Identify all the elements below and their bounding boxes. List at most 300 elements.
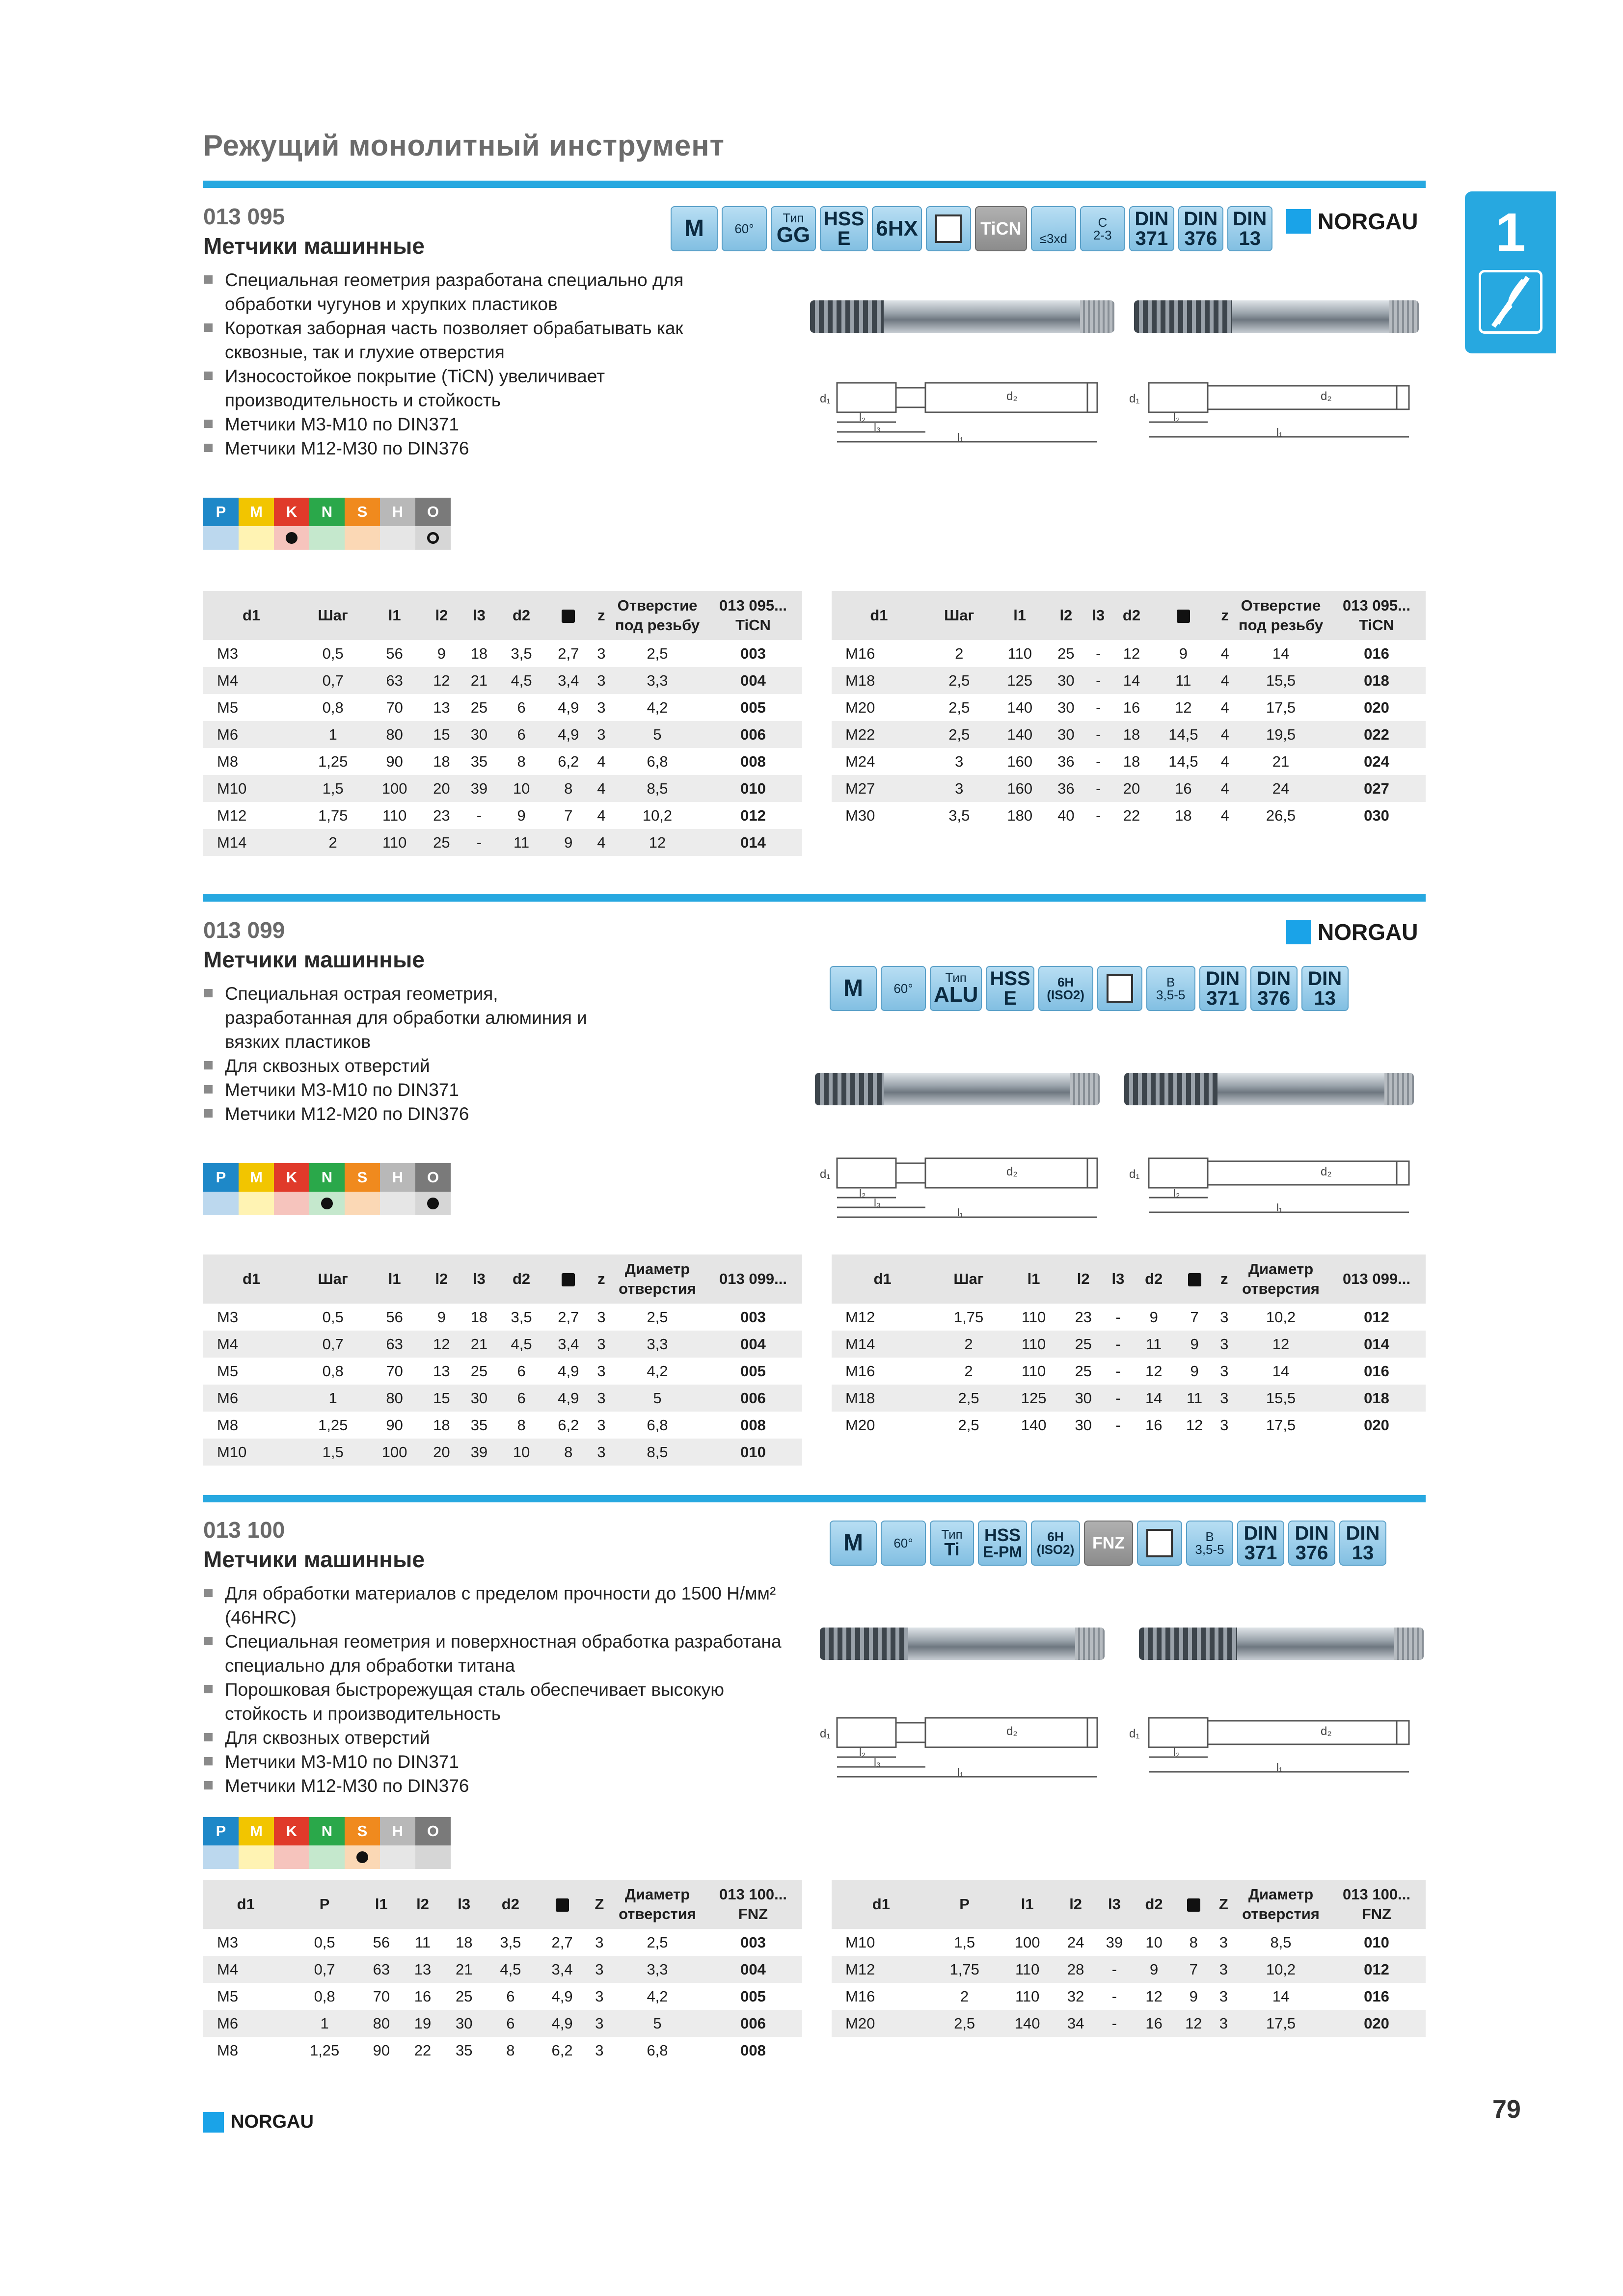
table-cell: 160 <box>992 775 1048 802</box>
table-cell: 140 <box>1021 1416 1047 1434</box>
table-cell: 6 <box>506 1987 515 2005</box>
table-cell: 180 <box>1007 806 1033 824</box>
table-cell: 3,5 <box>511 644 532 662</box>
d2-label: d₂ <box>1321 390 1332 403</box>
table-cell: 39 <box>460 775 498 802</box>
table-cell: 23 <box>1075 1308 1092 1326</box>
material-group-header: M <box>239 1817 274 1845</box>
table-cell: 2 <box>955 644 964 662</box>
table-cell: 8,5 <box>1270 1933 1292 1951</box>
table-cell: 4 <box>1220 752 1229 770</box>
table-cell: 100 <box>366 1439 423 1466</box>
material-hss-icon: HSS E-PM <box>978 1521 1027 1566</box>
table-cell: 3,3 <box>611 1956 704 1983</box>
table-cell: 8 <box>517 752 526 770</box>
table-cell: 12 <box>423 667 460 694</box>
tap-photo <box>1139 1628 1424 1660</box>
table-cell: 2 <box>299 829 366 856</box>
table-cell: M22 <box>832 721 926 748</box>
table-cell: 0,8 <box>322 698 344 716</box>
d2-label: d₂ <box>1006 1725 1018 1738</box>
material-suitability-cell <box>415 1845 451 1869</box>
table-cell: 125 <box>1004 1385 1063 1412</box>
tap-photo <box>1134 300 1419 333</box>
table-cell: 12 <box>1145 1987 1163 2005</box>
spec-icon-row <box>671 206 1276 251</box>
table-cell: 30 <box>1075 1416 1092 1434</box>
table-cell: 110 <box>999 1956 1056 1983</box>
thread-angle-icon: 60° <box>722 206 767 251</box>
table-cell: 22 <box>414 2041 432 2059</box>
table-cell: 9 <box>437 644 446 662</box>
table-cell: 35 <box>470 752 488 770</box>
table-cell: 3 <box>592 1439 611 1466</box>
d1-label: d₁ <box>1129 392 1140 405</box>
table-cell: 1 <box>299 1385 366 1412</box>
table-cell: 0,7 <box>299 667 366 694</box>
col-header: l2 <box>1048 591 1084 640</box>
table-row <box>203 1304 802 1331</box>
table-cell: 8 <box>517 1416 526 1434</box>
table-cell: 14 <box>1272 1362 1290 1380</box>
table-cell: 7 <box>1174 1956 1213 1983</box>
table-cell: 1 <box>288 2010 360 2037</box>
table-cell: 10,2 <box>642 806 673 824</box>
table-cell: - <box>1096 644 1101 662</box>
tap-photo <box>1124 1073 1414 1105</box>
recommended-dot-icon <box>286 532 298 544</box>
col-header: Диаметр отверстия <box>611 1880 704 1929</box>
table-cell: M27 <box>832 775 926 802</box>
table-cell: M5 <box>217 1362 239 1380</box>
col-header: Z <box>1213 1880 1234 1929</box>
col-header: l2 <box>402 1880 443 1929</box>
table-cell: 4 <box>1216 775 1234 802</box>
table-cell: 9 <box>1190 1362 1199 1380</box>
table-cell: M4 <box>203 1956 288 1983</box>
table-cell: 4 <box>592 775 611 802</box>
table-cell: 3,3 <box>611 667 704 694</box>
material-group-header: P <box>203 1163 239 1192</box>
table-cell: 0,8 <box>314 1987 335 2005</box>
tap-drawing <box>810 353 1424 447</box>
d1-label: d₁ <box>820 392 831 405</box>
material-suitability-cell <box>239 1192 274 1215</box>
table-cell: - <box>476 806 482 824</box>
table-cell: 2,7 <box>558 644 579 662</box>
article-number-cell: 024 <box>1364 752 1389 770</box>
din-13-icon: DIN 13 <box>1227 206 1272 251</box>
table-cell: 13 <box>433 1362 450 1380</box>
table-cell: 7 <box>1190 1308 1199 1326</box>
col-header: Шаг <box>933 1255 1004 1304</box>
table-cell: 30 <box>1057 698 1075 716</box>
table-cell: 2,5 <box>926 721 992 748</box>
table-cell: 20 <box>1112 775 1151 802</box>
table-cell: 1,5 <box>299 775 366 802</box>
table-row <box>832 748 1426 775</box>
table-cell: 9 <box>1149 1308 1158 1326</box>
material-matrix <box>203 1163 451 1215</box>
table-cell: 17,5 <box>1266 698 1296 716</box>
col-header: l3 <box>1103 1255 1133 1304</box>
feature-item: Для сквозных отверстий <box>203 1054 625 1078</box>
table-cell: 4 <box>1220 806 1229 824</box>
table-cell: M18 <box>832 667 926 694</box>
table-cell: - <box>1084 721 1112 748</box>
table-cell: 3 <box>595 1987 604 2005</box>
feature-item: Короткая заборная часть позволяет обрабатывать как сквозные, так и глухие отверстия <box>203 316 684 364</box>
table-cell: 1,5 <box>299 1439 366 1466</box>
table-cell: 4,9 <box>545 721 592 748</box>
table-cell: 9 <box>1134 1956 1174 1983</box>
table-cell: 6 <box>517 1362 526 1380</box>
table-cell: 11 <box>498 829 545 856</box>
table-cell: 25 <box>470 698 488 716</box>
table-cell: 15 <box>423 721 460 748</box>
table-row <box>832 1304 1426 1331</box>
table-cell: 8 <box>506 2041 515 2059</box>
spec-table <box>832 591 1426 829</box>
table-cell: 16 <box>1134 2010 1174 2037</box>
col-header: Шаг <box>926 591 992 640</box>
feature-item: Порошковая быстрорежущая сталь обеспечивает высокую стойкость и производительность <box>203 1678 802 1726</box>
section-rule <box>203 1495 1426 1502</box>
table-cell: 7 <box>564 806 573 824</box>
table-cell: 40 <box>1057 806 1075 824</box>
article-number-cell: 003 <box>740 1308 766 1326</box>
table-cell: M16 <box>845 1362 875 1380</box>
table-cell: 4,9 <box>551 1987 573 2005</box>
table-row <box>203 1929 802 1956</box>
coating-icon: FNZ <box>1084 1521 1133 1566</box>
table-cell: M18 <box>832 1385 933 1412</box>
article-number-cell: 004 <box>704 1331 802 1358</box>
table-cell: M5 <box>217 698 239 716</box>
table-row <box>203 721 802 748</box>
col-header: l2 <box>1063 1255 1103 1304</box>
col-header: Отверстие под резьбу <box>1234 591 1327 640</box>
chamfer-icon: C 2-3 <box>1080 206 1125 251</box>
material-hss-icon: HSS E <box>986 966 1034 1011</box>
table-cell: 14,5 <box>1151 721 1216 748</box>
article-number-cell: 012 <box>1327 1956 1426 1983</box>
table-cell: 15,5 <box>1234 667 1327 694</box>
table-row <box>832 1331 1426 1358</box>
article-number-cell: 003 <box>740 644 766 662</box>
table-cell: 6,2 <box>551 2041 573 2059</box>
table-cell: 3,4 <box>537 1956 588 1983</box>
material-group-header: O <box>415 498 451 526</box>
table-cell: 56 <box>386 644 403 662</box>
col-header: z <box>592 591 611 640</box>
table-cell: 21 <box>460 1331 498 1358</box>
material-group-header: P <box>203 498 239 526</box>
material-suitability-cell <box>239 1845 274 1869</box>
article-number-cell: 022 <box>1327 721 1426 748</box>
table-cell: 36 <box>1057 752 1075 770</box>
col-header: l1 <box>1004 1255 1063 1304</box>
table-cell: 0,8 <box>322 1362 344 1380</box>
table-cell: 39 <box>460 1439 498 1466</box>
brand-logo: NORGAU <box>1286 919 1418 945</box>
table-cell: 2,5 <box>647 644 668 662</box>
metric-thread-icon: M <box>671 206 718 251</box>
feature-list <box>203 1581 802 1798</box>
table-cell: M8 <box>217 1416 239 1434</box>
feature-item: Метчики M12-M30 по DIN376 <box>203 436 684 460</box>
material-suitability-cell <box>274 1192 309 1215</box>
l2-label: l₂ <box>859 411 866 424</box>
article-number-cell: 004 <box>704 1956 802 1983</box>
table-cell: 80 <box>366 1385 423 1412</box>
article-number-cell: 016 <box>1364 644 1389 662</box>
article-number-cell: 010 <box>1364 1933 1389 1951</box>
feature-item: Метчики M3-M10 по DIN371 <box>203 1750 802 1774</box>
material-suitability-cell <box>309 1192 345 1215</box>
l1-label: l₁ <box>1276 1761 1283 1773</box>
table-cell: M16 <box>845 1987 875 2005</box>
square-shank-icon <box>1151 591 1216 640</box>
table-cell: 3 <box>1213 1956 1234 1983</box>
chapter-tab <box>1465 191 1556 353</box>
table-row <box>832 1385 1426 1412</box>
table-cell: - <box>1111 1987 1117 2005</box>
table-cell: - <box>1115 1416 1121 1434</box>
table-cell: 0,7 <box>299 1331 366 1358</box>
table-row <box>203 1385 802 1412</box>
table-row <box>203 2037 802 2064</box>
table-cell: 56 <box>386 1308 403 1326</box>
article-number-cell: 020 <box>1364 1416 1389 1434</box>
table-cell: 4,2 <box>647 1987 668 2005</box>
table-cell: 4 <box>592 829 611 856</box>
article-number-cell: 010 <box>704 775 802 802</box>
material-group-header: M <box>239 1163 274 1192</box>
recommended-dot-icon <box>321 1198 333 1209</box>
l3-label: l₃ <box>874 421 881 433</box>
table-header-row <box>203 591 802 640</box>
din-376-icon: DIN 376 <box>1178 206 1223 251</box>
feature-item: Специальная геометрия и поверхностная обработка разработана специально для обработки титана <box>203 1629 802 1678</box>
article-number-cell: 014 <box>1327 1331 1426 1358</box>
article-number-cell: 012 <box>740 806 766 824</box>
col-header: 013 099... <box>1327 1255 1426 1304</box>
table-cell: 3 <box>597 1308 606 1326</box>
table-cell: 13 <box>402 1956 443 1983</box>
table-cell: M6 <box>203 2010 288 2037</box>
table-cell: 100 <box>366 775 423 802</box>
table-cell: 0,7 <box>288 1956 360 1983</box>
table-cell: 3 <box>595 1933 604 1951</box>
table-cell: M3 <box>217 1308 239 1326</box>
col-header: Шаг <box>299 1255 366 1304</box>
table-cell: 32 <box>1067 1987 1084 2005</box>
material-suitability-cell <box>203 1845 239 1869</box>
d2-label: d₂ <box>1321 1725 1332 1738</box>
table-cell: 36 <box>1048 775 1084 802</box>
col-header: 013 095... TiCN <box>704 591 802 640</box>
table-row <box>203 2010 802 2037</box>
table-cell: 2,7 <box>558 1308 579 1326</box>
article-number-cell: 027 <box>1327 775 1426 802</box>
table-cell: - <box>1096 698 1101 716</box>
col-header: d2 <box>1134 1880 1174 1929</box>
spec-table <box>203 591 802 856</box>
table-cell: 8 <box>545 1439 592 1466</box>
page-number: 79 <box>1492 2095 1521 2124</box>
table-cell: 30 <box>460 1385 498 1412</box>
table-cell: M20 <box>832 2010 931 2037</box>
table-cell: - <box>460 829 498 856</box>
table-cell: 3 <box>597 1416 606 1434</box>
col-header: d2 <box>1112 591 1151 640</box>
table-row <box>203 1358 802 1385</box>
article-number-cell: 030 <box>1364 806 1389 824</box>
tolerance-icon: 6HX <box>872 206 922 251</box>
table-cell: M10 <box>203 775 299 802</box>
table-cell: 3 <box>592 1331 611 1358</box>
feature-item: Для сквозных отверстий <box>203 1726 802 1750</box>
table-cell: 4,2 <box>647 1362 668 1380</box>
table-cell: 15,5 <box>1234 1385 1327 1412</box>
table-cell: 63 <box>366 667 423 694</box>
l1-label: l₁ <box>957 1206 964 1219</box>
table-header-row <box>203 1880 802 1929</box>
table-cell: 18 <box>470 644 488 662</box>
table-cell: 30 <box>1048 721 1084 748</box>
square-shank-icon <box>545 591 592 640</box>
table-cell: 3,3 <box>611 1331 704 1358</box>
table-cell: 3 <box>955 752 964 770</box>
table-cell: 80 <box>361 2010 402 2037</box>
table-cell: M6 <box>203 1385 299 1412</box>
table-cell: 6,2 <box>558 1416 579 1434</box>
feature-item: Износостойкое покрытие (TiCN) увеличивает производительность и стойкость <box>203 364 684 412</box>
table-row <box>832 1929 1426 1956</box>
material-suitability-cell <box>309 1845 345 1869</box>
tolerance-icon: 6H (ISO2) <box>1031 1521 1080 1566</box>
table-row <box>203 694 802 721</box>
table-cell: 10 <box>498 775 545 802</box>
d1-label: d₁ <box>1129 1727 1140 1740</box>
l2-label: l₂ <box>1173 1187 1180 1199</box>
material-suitability-cell <box>380 526 415 550</box>
table-cell: 2 <box>960 1987 969 2005</box>
table-cell: 12 <box>611 829 704 856</box>
table-cell: 1,25 <box>318 1416 348 1434</box>
table-row <box>203 775 802 802</box>
table-cell: 24 <box>1067 1933 1084 1951</box>
l2-label: l₂ <box>859 1187 866 1199</box>
spec-table <box>832 1880 1426 2037</box>
table-cell: 90 <box>386 1416 403 1434</box>
col-header: l3 <box>1084 591 1112 640</box>
table-cell: 21 <box>460 667 498 694</box>
table-cell: 19 <box>402 2010 443 2037</box>
table-cell: 35 <box>470 1416 488 1434</box>
table-cell: 18 <box>433 1416 450 1434</box>
col-header: Диаметр отверстия <box>611 1255 704 1304</box>
col-header: d1 <box>203 591 299 640</box>
article-number-cell: 008 <box>740 752 766 770</box>
table-cell: 4,9 <box>558 698 579 716</box>
table-cell: 16 <box>1123 698 1140 716</box>
table-cell: 3 <box>597 644 606 662</box>
hole-depth-icon: ≤3xd <box>1031 206 1076 251</box>
table-cell: 11 <box>1151 667 1216 694</box>
table-cell: 26,5 <box>1266 806 1296 824</box>
col-header: Z <box>588 1880 611 1929</box>
table-cell: - <box>1084 667 1112 694</box>
material-group-header: S <box>345 1163 380 1192</box>
table-cell: 19,5 <box>1234 721 1327 748</box>
material-group-header: S <box>345 1817 380 1845</box>
table-cell: 3 <box>588 2010 611 2037</box>
feature-item: Специальная острая геометрия, разработанная для обработки алюминия и вязких пластиков <box>203 982 625 1054</box>
article-number-cell: 018 <box>1327 1385 1426 1412</box>
col-header: Шаг <box>299 591 366 640</box>
material-suitability-cell <box>274 1845 309 1869</box>
table-cell: 14 <box>1272 1987 1290 2005</box>
square-shank-icon <box>1174 1880 1213 1929</box>
material-group-header: K <box>274 498 309 526</box>
feature-list <box>203 268 684 460</box>
tap-photo <box>815 1073 1100 1105</box>
table-cell: 25 <box>423 829 460 856</box>
chamfer-icon: B 3,5-5 <box>1146 966 1195 1011</box>
table-cell: 8,5 <box>611 1439 704 1466</box>
table-row <box>203 1956 802 1983</box>
section-rule <box>203 894 1426 902</box>
table-cell: 4 <box>1220 644 1229 662</box>
d1-label: d₁ <box>820 1168 831 1181</box>
col-header: l3 <box>460 591 498 640</box>
table-cell: 15 <box>423 1385 460 1412</box>
table-cell: 140 <box>1007 698 1033 716</box>
article-number-cell: 003 <box>740 1933 766 1951</box>
material-suitability-cell <box>415 1192 451 1215</box>
table-cell: - <box>1096 752 1101 770</box>
metric-thread-icon: M <box>830 966 877 1011</box>
table-cell: M16 <box>845 644 875 662</box>
article-number-cell: 020 <box>1364 698 1389 716</box>
table-cell: 16 <box>1151 775 1216 802</box>
material-matrix <box>203 498 451 550</box>
table-cell: - <box>1115 1308 1121 1326</box>
table-cell: 11 <box>1133 1331 1175 1358</box>
table-cell: 110 <box>1004 1331 1063 1358</box>
table-cell: 21 <box>443 1956 485 1983</box>
table-cell: 9 <box>1179 644 1188 662</box>
article-number-cell: 005 <box>740 1362 766 1380</box>
table-cell: 110 <box>1021 1308 1046 1326</box>
table-cell: 18 <box>470 1308 488 1326</box>
table-cell: M10 <box>845 1933 875 1951</box>
table-cell: 35 <box>455 2041 473 2059</box>
tap-photo <box>810 300 1114 333</box>
type-icon: Тип Ti <box>930 1521 974 1566</box>
material-group-header: N <box>309 1163 345 1192</box>
material-group-header: H <box>380 1163 415 1192</box>
table-cell: 6 <box>485 2010 536 2037</box>
table-cell: 3 <box>588 1956 611 1983</box>
table-cell: 17,5 <box>1234 2010 1327 2037</box>
feature-item: Метчики M3-M10 по DIN371 <box>203 1078 625 1102</box>
table-row <box>203 802 802 829</box>
table-cell: 3 <box>1219 1987 1228 2005</box>
table-cell: 9 <box>1175 1331 1215 1358</box>
